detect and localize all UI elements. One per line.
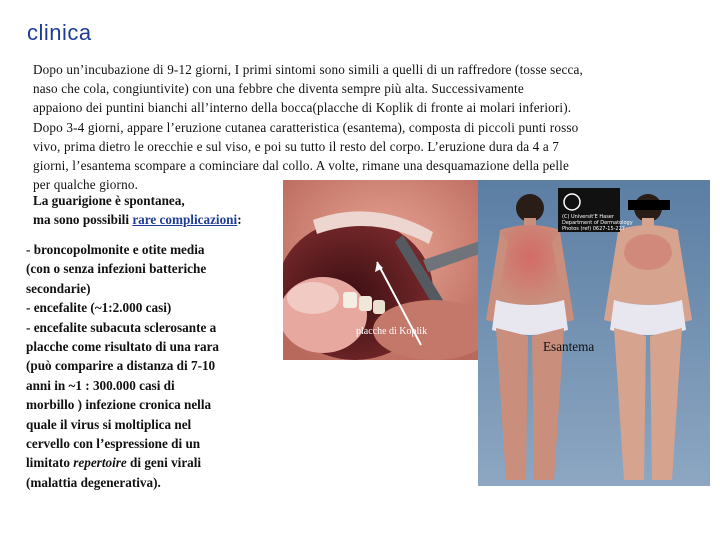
complication-line [26, 453, 288, 472]
repertoire-italic: repertoire [73, 455, 127, 471]
intro-line: Dopo 3-4 giorni, appare l’eruzione cutanea caratteristica (esantema), composta di piccoli punti rosso [33, 119, 579, 135]
intro-line: appaiono dei puntini bianchi all’interno della bocca(placche di Koplik di fronte ai molari inferiori). [33, 100, 572, 116]
healing-line: La guarigione è spontanea, [33, 193, 185, 208]
complication-line: placche come risultato di una rara [26, 339, 220, 355]
intro-line: naso che cola, congiuntivite) con una febbre che diventa sempre più alta. Successivamente [33, 81, 524, 97]
intro-line: giorni, l’esantema scompare a cominciare dal collo. A volte, rimane una desquamazione della pelle [33, 158, 569, 174]
complication-line: secondarie) [26, 280, 91, 296]
badge-line: Department of Dermatology [562, 220, 633, 226]
complications-colon: : [237, 212, 242, 227]
complications-intro [33, 212, 242, 228]
complication-line: - encefalite subacuta sclerosante a [26, 319, 217, 335]
complication-line: cervello con l’espressione di un [26, 436, 201, 452]
intro-line: Dopo un’incubazione di 9-12 giorni, I primi sintomi sono simili a quelli di un raffredore (tosse secca, [33, 62, 583, 77]
complications-list [26, 240, 288, 492]
complication-line: (con o senza infezioni batteriche [26, 261, 207, 277]
rare-complications-link[interactable]: rare complicazioni [132, 212, 238, 227]
esantema-label: Esantema [543, 339, 595, 354]
complication-line: (può comparire a distanza di 7-10 [26, 358, 216, 374]
intro-paragraph [33, 60, 693, 194]
complications-prefix: ma sono possibili [33, 212, 133, 227]
complication-text: di geni virali [126, 455, 202, 471]
badge-line: Photos (ref) 0627-15-227 [562, 226, 625, 232]
complication-line: - broncopolmonite e otite media [26, 242, 205, 257]
esantema-photo [478, 180, 710, 486]
complication-line: quale il virus si moltiplica nel [26, 416, 192, 432]
intro-line: vivo, prima dietro le orecchie e sul viso, e poi su tutto il resto del corpo. L’eruzione dura da 4 a 7 [33, 138, 560, 154]
page-title: clinica [27, 20, 92, 45]
koplik-label: placche di Koplik [356, 326, 428, 337]
complication-line: morbillo ) infezione cronica nella [26, 397, 212, 413]
esantema-illustration [478, 180, 710, 486]
intro-line: per qualche giorno. [33, 177, 139, 193]
badge-line: (C) Universit'E Haser [562, 214, 614, 220]
complication-line: - encefalite (~1:2.000 casi) [26, 300, 172, 316]
complication-line: anni in ~1 : 300.000 casi di [26, 377, 175, 393]
complication-text: limitato [26, 455, 74, 471]
complication-line: (malattia degenerativa). [26, 474, 161, 490]
